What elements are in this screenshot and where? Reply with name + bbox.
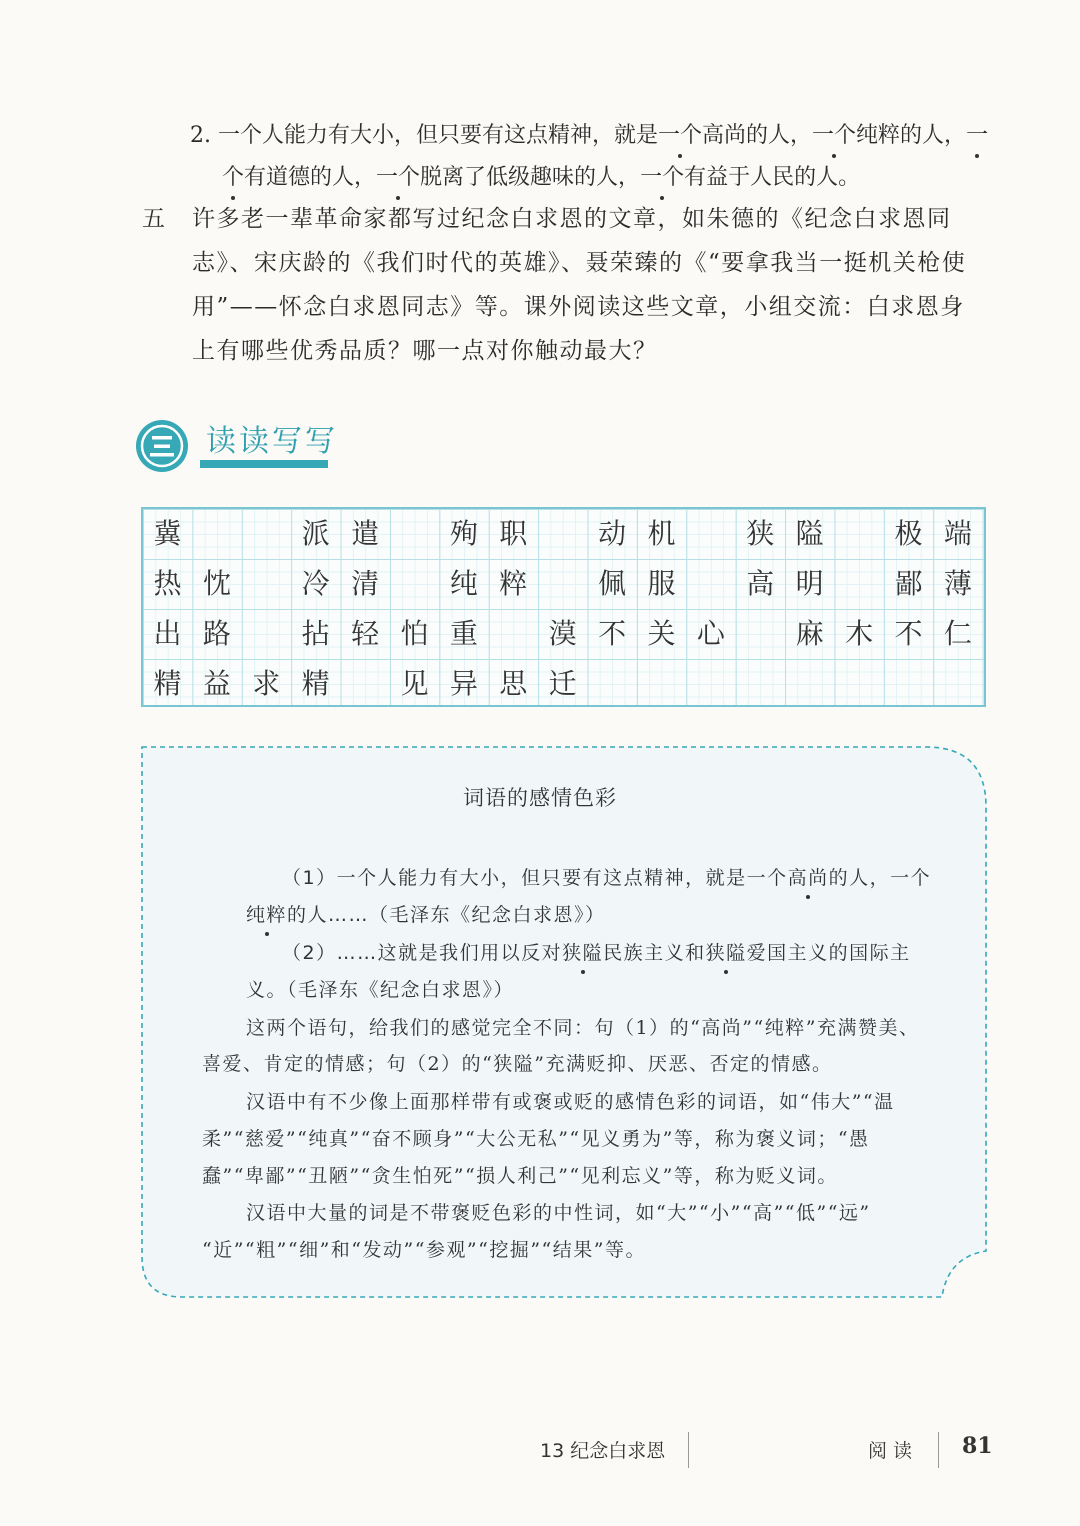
grid-character: 派 — [301, 517, 330, 550]
section-number-icon — [136, 420, 188, 472]
grid-character: 高 — [746, 567, 775, 600]
grid-character: 服 — [647, 567, 676, 600]
emphasized-text: 一个 — [658, 118, 702, 149]
section-title: 读读写写 — [206, 424, 338, 459]
note-text: 民族主义和 — [603, 942, 706, 964]
q5-line-3: 用”——怀念白求恩同志》等。课外阅读这些文章，小组交流：白求恩身 — [192, 294, 965, 320]
grid-character: 轻 — [351, 617, 380, 650]
note-title: 词语的感情色彩 — [463, 786, 617, 810]
grid-character: 迁 — [548, 667, 577, 700]
grid-character: 不 — [894, 617, 923, 650]
grid-character: 机 — [647, 517, 676, 550]
note-paragraph-2-line-3: 蠢”“卑鄙”“丑陋”“贪生怕死”“损人利己”“见利忘义”等，称为贬义词。 — [202, 1165, 838, 1187]
grid-character: 极 — [894, 517, 923, 550]
vocabulary-grid — [141, 507, 986, 707]
emphasis-yige — [658, 123, 702, 148]
grid-character: 出 — [153, 617, 182, 650]
grid-character: 精 — [153, 667, 182, 700]
grid-character: 心 — [696, 617, 725, 650]
grid-character: 求 — [252, 667, 281, 700]
emphasized-text: 高尚 — [788, 863, 829, 890]
q2-text: 有道德的人， — [244, 165, 377, 190]
note-text: （1）一个人能力有大小，但只要有这点精神，就是一个 — [282, 867, 788, 889]
note-example-1-line-1 — [282, 863, 931, 890]
grid-character: 职 — [499, 517, 528, 550]
q5-line-4: 上有哪些优秀品质？哪一点对你触动最大？ — [192, 338, 658, 364]
grid-character: 见 — [400, 667, 429, 700]
grid-character: 薄 — [943, 567, 972, 600]
footer-lesson-title: 13 纪念白求恩 — [540, 1440, 666, 1462]
grid-character: 纯 — [449, 567, 478, 600]
emphasized-text: 个 — [222, 160, 244, 191]
note-paragraph-3-line-2: “近”“粗”“细”和“发动”“参观”“挖掘”“结果”等。 — [202, 1239, 646, 1261]
q2-text: 高尚的人， — [702, 123, 813, 148]
note-paragraph-3-line-1: 汉语中大量的词是不带褒贬色彩的中性词，如“大”“小”“高”“低”“远” — [246, 1202, 871, 1224]
grid-character: 鄙 — [894, 567, 923, 600]
grid-character: 忱 — [202, 567, 231, 600]
grid-character: 清 — [351, 567, 380, 600]
grid-character: 思 — [499, 667, 528, 700]
grid-character: 怕 — [400, 617, 429, 650]
grid-character: 益 — [202, 667, 231, 700]
q5-line-1: 许多老一辈革命家都写过纪念白求恩的文章，如朱德的《纪念白求恩同 — [192, 206, 952, 232]
emphasized-text: 一 — [966, 118, 988, 149]
note-example-2-line-1 — [282, 938, 911, 965]
grid-character: 冷 — [301, 567, 330, 600]
grid-character: 重 — [449, 617, 478, 650]
grid-character: 热 — [153, 567, 182, 600]
grid-character: 殉 — [449, 517, 478, 550]
grid-character: 粹 — [499, 567, 528, 600]
footer-divider — [938, 1432, 939, 1468]
emphasized-text: 一个 — [376, 160, 420, 191]
emphasized-text: 狭隘 — [562, 938, 603, 965]
page-number: 81 — [962, 1433, 993, 1459]
note-paragraph-1-line-2: 喜爱、肯定的情感；句（2）的“狭隘”充满贬抑、厌恶、否定的情感。 — [202, 1053, 833, 1075]
grid-character: 异 — [449, 667, 478, 700]
grid-character: 拈 — [301, 617, 330, 650]
note-text: 爱国主义的国际主 — [746, 942, 911, 964]
note-paragraph-2-line-2: 柔”“慈爱”“纯真”“奋不顾身”“大公无私”“见义勇为”等，称为褒义词；“愚 — [202, 1128, 870, 1150]
grid-character: 木 — [845, 617, 874, 650]
grid-character: 冀 — [153, 517, 182, 550]
grid-character: 仁 — [943, 617, 972, 650]
note-text: 的人……（毛泽东《纪念白求恩》） — [287, 904, 606, 926]
note-paragraph-1-line-1: 这两个语句，给我们的感觉完全不同：句（1）的“高尚”“纯粹”充满赞美、 — [246, 1017, 920, 1039]
emphasized-text: 一个 — [640, 160, 684, 191]
emphasized-text: 狭隘 — [706, 938, 747, 965]
note-text: 的人，一个 — [828, 867, 932, 889]
grid-character: 麻 — [795, 617, 824, 650]
q2-text: 有益于人民的人。 — [684, 165, 861, 190]
note-paragraph-2-line-1: 汉语中有不少像上面那样带有或褒或贬的感情色彩的词语，如“伟大”“温 — [246, 1091, 895, 1113]
q2-text: 2. 一个人能力有大小，但只要有这点精神，就是 — [190, 123, 658, 148]
emphasized-text: 纯粹 — [246, 900, 287, 927]
q2-text: 纯粹的人， — [856, 123, 967, 148]
grid-character: 关 — [647, 617, 676, 650]
grid-character: 佩 — [598, 567, 627, 600]
grid-character: 遣 — [351, 517, 380, 550]
grid-character: 漠 — [548, 617, 577, 650]
grid-character: 路 — [202, 617, 231, 650]
q2-line-2 — [222, 160, 860, 191]
q2-line-1 — [190, 118, 988, 149]
grid-character: 动 — [598, 517, 627, 550]
section-title-underline — [200, 460, 328, 468]
note-text: （2）……这就是我们用以反对 — [282, 942, 563, 964]
grid-character: 狭 — [746, 517, 775, 550]
grid-character: 明 — [795, 567, 824, 600]
grid-character: 不 — [598, 617, 627, 650]
q5-line-2: 志》、宋庆龄的《我们时代的英雄》、聂荣臻的《“要拿我当一挺机关枪使 — [192, 250, 967, 276]
grid-character: 隘 — [795, 517, 824, 550]
emphasized-text: 一个 — [812, 118, 856, 149]
q5-number: 五 — [142, 206, 165, 232]
q2-text: 脱离了低级趣味的人， — [420, 165, 641, 190]
footer-category: 阅 读 — [868, 1440, 913, 1462]
footer-divider — [688, 1432, 689, 1468]
grid-character: 精 — [301, 667, 330, 700]
note-example-2-line-2: 义。（毛泽东《纪念白求恩》） — [246, 979, 515, 1001]
grid-character: 端 — [943, 517, 972, 550]
note-example-1-line-2 — [246, 900, 606, 927]
